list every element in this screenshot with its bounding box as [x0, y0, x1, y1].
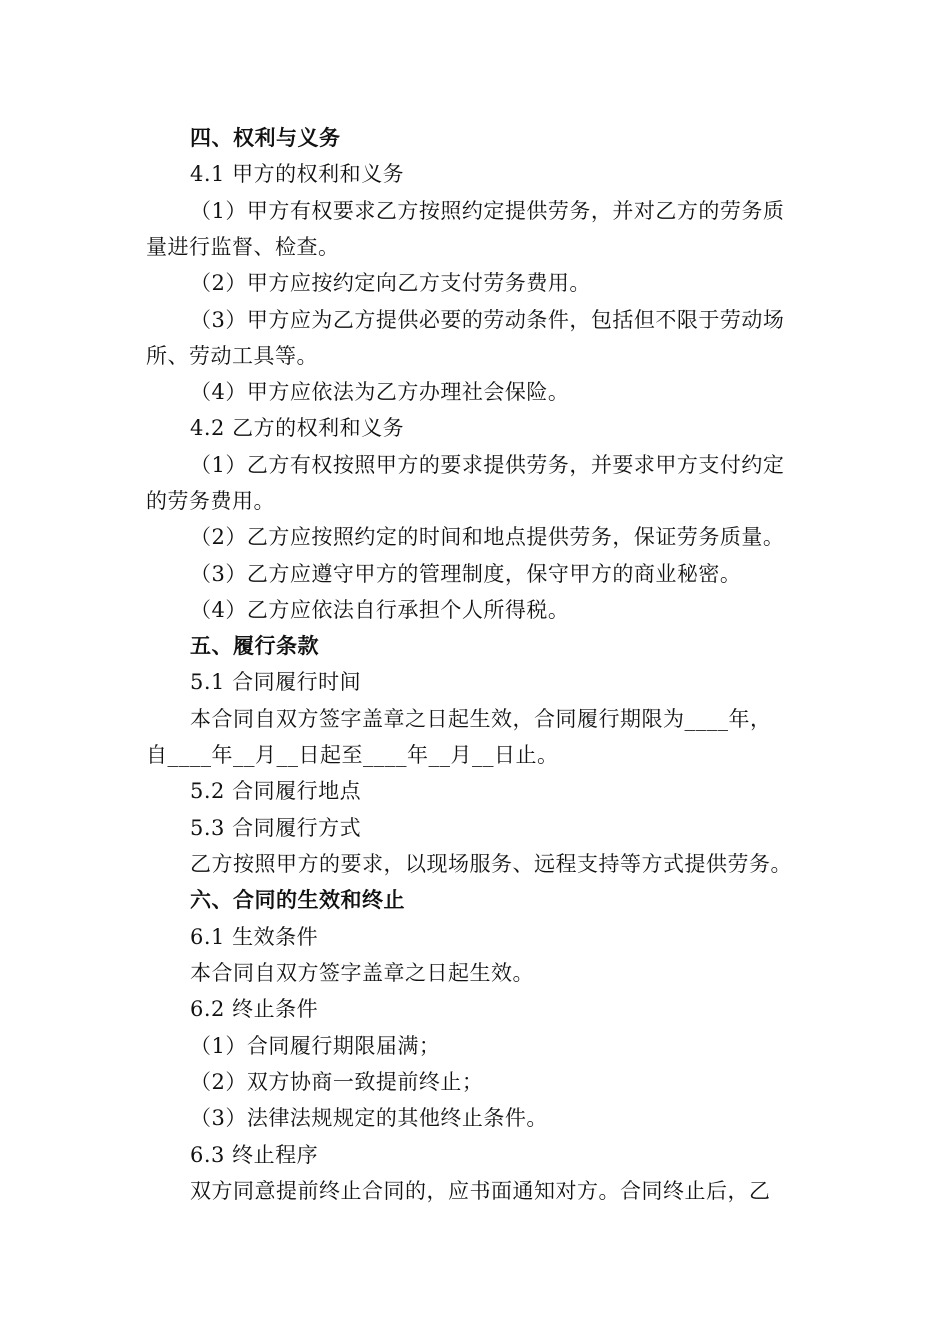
paragraph-line: （4）甲方应依法为乙方办理社会保险。 — [190, 380, 570, 404]
paragraph-line: 的劳务费用。 — [146, 489, 275, 513]
section-heading-effect-termination: 六、合同的生效和终止 — [190, 887, 405, 912]
section-heading-performance: 五、履行条款 — [190, 633, 319, 658]
subsection-heading-party-a: 4.1 甲方的权利和义务 — [190, 162, 405, 186]
paragraph-line: 本合同自双方签字盖章之日起生效。 — [190, 961, 534, 985]
paragraph-line: （2）甲方应按约定向乙方支付劳务费用。 — [190, 271, 591, 295]
paragraph-line: 量进行监督、检查。 — [146, 235, 340, 259]
paragraph-line: （4）乙方应依法自行承担个人所得税。 — [190, 598, 570, 622]
subsection-heading-performance-method: 5.3 合同履行方式 — [190, 816, 362, 840]
paragraph-line: （3）甲方应为乙方提供必要的劳动条件，包括但不限于劳动场 — [190, 308, 785, 332]
paragraph-line: 本合同自双方签字盖章之日起生效，合同履行期限为____年， — [190, 707, 772, 731]
paragraph-line: 双方同意提前终止合同的，应书面通知对方。合同终止后，乙 — [190, 1179, 771, 1203]
paragraph-line: 乙方按照甲方的要求，以现场服务、远程支持等方式提供劳务。 — [190, 852, 792, 876]
paragraph-line: （3）乙方应遵守甲方的管理制度，保守甲方的商业秘密。 — [190, 562, 742, 586]
subsection-heading-termination-conditions: 6.2 终止条件 — [190, 997, 319, 1021]
section-heading-rights-obligations: 四、权利与义务 — [190, 125, 341, 150]
subsection-heading-effective-conditions: 6.1 生效条件 — [190, 925, 319, 949]
paragraph-line: （2）双方协商一致提前终止； — [190, 1070, 484, 1094]
paragraph-line: （1）甲方有权要求乙方按照约定提供劳务，并对乙方的劳务质 — [190, 199, 785, 223]
subsection-heading-party-b: 4.2 乙方的权利和义务 — [190, 416, 405, 440]
paragraph-line: （3）法律法规规定的其他终止条件。 — [190, 1106, 548, 1130]
paragraph-line: （2）乙方应按照约定的时间和地点提供劳务，保证劳务质量。 — [190, 525, 785, 549]
paragraph-line: 自____年__月__日起至____年__月__日止。 — [146, 743, 559, 767]
paragraph-line: （1）合同履行期限届满； — [190, 1034, 441, 1058]
subsection-heading-termination-procedure: 6.3 终止程序 — [190, 1143, 319, 1167]
subsection-heading-performance-time: 5.1 合同履行时间 — [190, 670, 362, 694]
paragraph-line: （1）乙方有权按照甲方的要求提供劳务，并要求甲方支付约定 — [190, 453, 785, 477]
paragraph-line: 所、劳动工具等。 — [146, 344, 318, 368]
subsection-heading-performance-place: 5.2 合同履行地点 — [190, 779, 362, 803]
